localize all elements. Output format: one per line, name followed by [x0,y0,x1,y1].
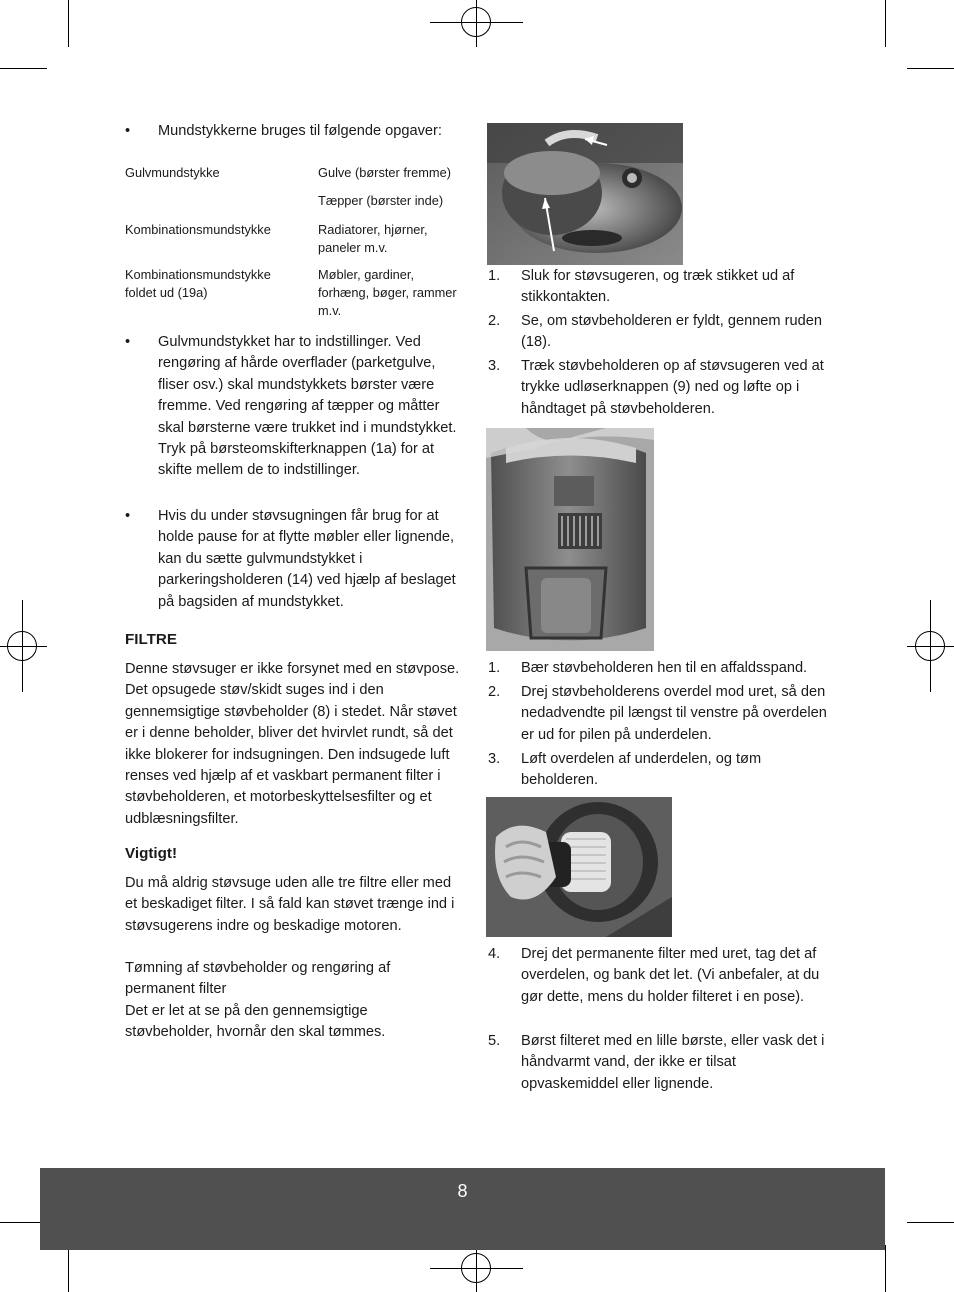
bullet-dot: • [125,508,131,524]
table-cell-nozzle: Gulvmundstykke [125,165,220,180]
table-cell-use: Tæpper (børster inde) [318,193,444,208]
step-item [488,266,833,309]
bullet-item [125,332,465,482]
step-text: Træk støvbeholderen op af støvsugeren ved at trykke udløserknappen (9) ned og løfte op i håndtaget på støvbeholderen. [521,358,824,417]
bullet-item [125,506,465,613]
crop-mark [0,68,47,69]
step-item [488,356,833,420]
crop-mark [68,1245,69,1292]
section-heading-filtre: FILTRE [125,631,178,648]
table-cell-nozzle: Kombinationsmundstykke [125,222,271,237]
step-number: 3. [488,751,501,767]
step-text: Børst filteret med en lille børste, eller vask det i håndvarmt vand, der ikke er tilsat opvaskemiddel eller lignende. [521,1033,825,1092]
step-number: 1. [488,660,501,676]
table-cell-use: Møbler, gardiner, forhæng, bøger, rammer m.v. [318,267,457,318]
filter-photo [486,797,672,937]
step-text: Drej det permanente filter med uret, tag det af overdelen, og bank det let. (Vi anbefaler, at du gør dette, mens du holder filteret i en pose). [521,946,820,1005]
step-item [488,749,833,792]
step-item [488,682,833,746]
vigtigt-paragraph: Du må aldrig støvsuge uden alle tre filtre eller med et beskadiget filter. I så fald kan støvet trænge ind i støvsugerens indre og beskadige motoren. [125,875,455,934]
page-number: 8 [457,1181,468,1201]
crop-mark [907,1222,954,1223]
table-cell-nozzle: Kombinationsmundstykke foldet ud (19a) [125,267,271,300]
crop-mark [885,0,886,47]
step-item [488,311,833,354]
step-item [488,1031,833,1095]
step-number: 5. [488,1033,501,1049]
emptying-paragraph: Det er let at se på den gennemsigtige støvbeholder, hvornår den skal tømmes. [125,1003,386,1041]
crop-mark [68,0,69,47]
crop-mark [907,68,954,69]
dust-container-photo [486,428,654,651]
page-footer [40,1168,885,1250]
step-text: Løft overdelen af underdelen, og tøm beholderen. [521,751,762,789]
step-number: 3. [488,358,501,374]
intro-bullet-text: Mundstykkerne bruges til følgende opgaver: [158,123,442,139]
bullet-dot: • [125,334,131,350]
bullet-dot: • [125,123,131,139]
crop-mark [885,1245,886,1292]
step-number: 2. [488,313,501,329]
table-cell-use: Gulve (børster fremme) [318,165,451,180]
bullet-text: Gulvmundstykket har to indstillinger. Ved rengøring af hårde overflader (parketgulve, fliser osv.) skal mundstykkets børster være fremme. Ved rengøring af tæpper og måtter skal børsterne være trukket ind i mundstykket. Tryk på børsteomskifterknappen (1a) for at skifte mellem de to indstillinger. [158,334,457,479]
step-text: Sluk for støvsugeren, og træk stikket ud af stikkontakten. [521,268,795,306]
table-cell-use: Radiatorer, hjørner, paneler m.v. [318,222,428,255]
emptying-title: Tømning af støvbeholder og rengøring af permanent filter [125,960,391,998]
intro-bullet [125,121,465,142]
filtre-paragraph: Denne støvsuger er ikke forsynet med en støvpose. Det opsugede støv/skidt suges ind i den gennemsigtige støvbeholder (8) i stedet. Når støvet er i denne beholder, bliver det hvirvlet rundt, så det ikke blokerer for indsugningen. Den indsugede luft renses ved hjælp af et vaskbart permanent filter i støvbeholderen, et motorbeskyttelsesfilter og et udblæsningsfilter. [125,661,460,827]
bullet-text: Hvis du under støvsugningen får brug for at holde pause for at flytte møbler eller lignende, kan du sætte gulvmundstykket i parkeringsholderen (14) ved hjælp af beslaget på bagsiden af mundstykket. [158,508,456,610]
step-text: Bær støvbeholderen hen til en affaldsspand. [521,660,808,676]
step-item [488,658,833,679]
step-number: 4. [488,946,501,962]
section-heading-vigtigt: Vigtigt! [125,845,178,862]
vacuum-photo [487,123,683,265]
step-number: 2. [488,684,501,700]
step-item [488,944,833,1008]
step-text: Drej støvbeholderens overdel mod uret, så den nedadvendte pil længst til venstre på overdelen er ud for pilen på underdelen. [521,684,827,743]
step-text: Se, om støvbeholderen er fyldt, gennem ruden (18). [521,313,822,351]
step-number: 1. [488,268,501,284]
